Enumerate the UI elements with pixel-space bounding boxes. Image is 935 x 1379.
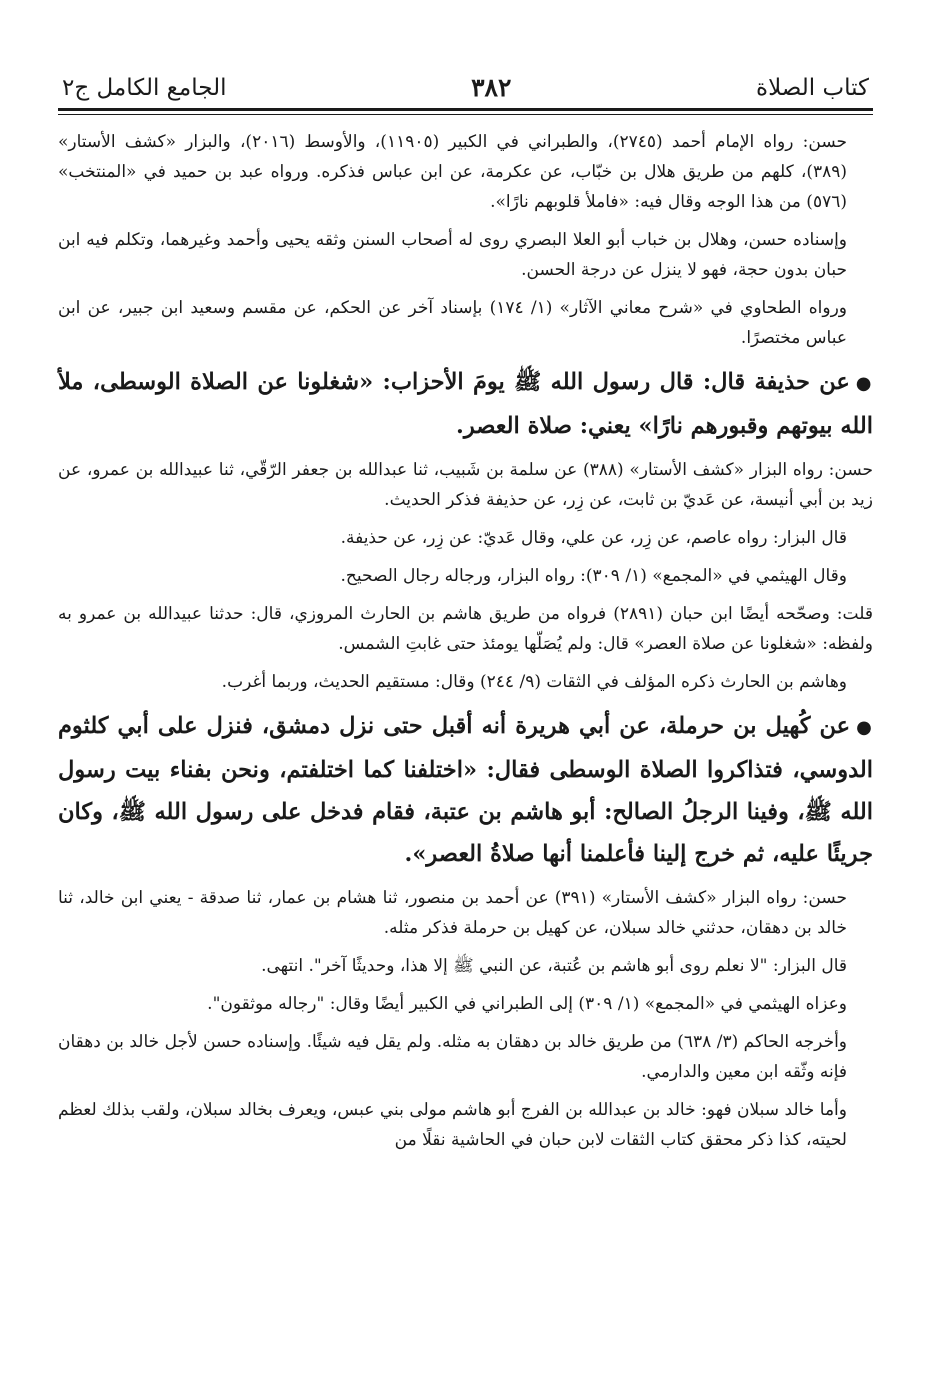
hadith-text-body: عن حذيفة قال: قال رسول الله ﷺ يومَ الأحزاب: «شغلونا عن الصلاة الوسطى، ملأ الله بيوتهم وقبورهم نارًا» يعني: صلاة العصر. [58,369,873,439]
page-content [58,127,873,1155]
commentary-paragraph: وإسناده حسن، وهلال بن خباب أبو العلا البصري روى له أصحاب السنن وثقه يحيى وأحمد وغيرهما، وتكلم فيه ابن حبان بدون حجة، فهو لا ينزل عن درجة الحسن. [58,230,848,280]
hadith-text [58,361,873,447]
header-rule-thick [58,108,873,111]
page-number: ٣٨٢ [471,73,512,102]
commentary-paragraph: وأما خالد سبلان فهو: خالد بن عبدالله بن الفرج أبو هاشم مولى بني عبس، ويعرف بخالد سبلان، ولقب بذلك لعظم لحيته، كذا ذكر محقق كتاب الثقات لابن حبان في الحاشية نقلًا من [58,1100,847,1150]
commentary-paragraph: ورواه الطحاوي في «شرح معاني الآثار» (١/ ١٧٤) بإسناد آخر عن الحكم، عن مقسم وسعيد ابن جبير، عن ابن عباس مختصرًا. [58,298,848,348]
commentary-paragraph: قلت: وصحّحه أيضًا ابن حبان (٢٨٩١) فرواه من طريق هاشم بن الحارث المروزي، قال: حدثنا عبيدالله بن عمرو به ولفظه: «شغلونا عن صلاة العصر» قال: ولم يُصَلّها يومئذ حتى غابتِ الشمس. [58,604,873,654]
header-rule-thin [58,114,873,115]
commentary-paragraph: وعزاه الهيثمي في «المجمع» (١/ ٣٠٩) إلى الطبراني في الكبير أيضًا وقال: "رجاله موثقون". [207,994,847,1014]
commentary-paragraph: وأخرجه الحاكم (٣/ ٦٣٨) من طريق خالد بن دهقان به مثله. ولم يقل فيه شيئًا. وإسناده حسن لأجل خالد بن دهقان فإنه وثّقه ابن معين والدارمي. [58,1032,848,1082]
chapter-title: كتاب الصلاة [756,75,869,101]
commentary-paragraph: قال البزار: "لا نعلم روى أبو هاشم بن عُتبة، عن النبي ﷺ إلا هذا، وحديثًا آخر". انتهى. [261,956,847,976]
bullet-icon: ● [856,717,873,738]
commentary-paragraph: حسن: رواه البزار «كشف الأستار» (٣٩١) عن أحمد بن منصور، ثنا هشام بن عمار، ثنا صدقة - يعني ابن خالد، ثنا خالد بن دهقان، حدثني خالد سبلان، عن كهيل بن حرملة فذكر مثله. [58,888,847,938]
hadith-text-body: عن كُهيل بن حرملة، عن أبي هريرة أنه أقبل حتى نزل دمشق، فنزل على أبي كلثوم الدوسي، فتذاكروا الصلاة الوسطى فقال: «اختلفنا كما اختلفتم، ونحن بفناء بيت رسول الله ﷺ، وفينا الرجلُ الصالح: أبو هاشم بن عتبة، فقام فدخل على رسول الله ﷺ، وكان جريئًا عليه، ثم خرج إلينا فأعلمنا أنها صلاةُ العصر». [58,713,873,867]
running-header [58,58,873,100]
commentary-paragraph: وقال الهيثمي في «المجمع» (١/ ٣٠٩): رواه البزار، ورجاله رجال الصحيح. [340,566,847,586]
commentary-paragraph: وهاشم بن الحارث ذكره المؤلف في الثقات (٩/ ٢٤٤) وقال: مستقيم الحديث، وربما أغرب. [221,672,847,692]
commentary-paragraph: قال البزار: رواه عاصم، عن زِر، عن علي، وقال عَديّ: عن زِر، عن حذيفة. [340,528,847,548]
bullet-icon: ● [855,373,873,394]
commentary-paragraph: حسن: رواه الإمام أحمد (٢٧٤٥)، والطبراني في الكبير (١١٩٠٥)، والأوسط (٢٠١٦)، والبزار «كشف الأستار» (٣٨٩)، كلهم من طريق هلال بن خبّاب، عن عكرمة، عن ابن عباس فذكره. ورواه عبد بن حميد في «المنتخب» (٥٧٦) من هذا الوجه وقال فيه: «فاملأ قلوبهم نارًا». [58,132,847,212]
hadith-text [58,705,873,875]
book-title: الجامع الكامل ج٢ [62,75,227,101]
commentary-paragraph: حسن: رواه البزار «كشف الأستار» (٣٨٨) عن سلمة بن شَبيب، ثنا عبدالله بن جعفر الرّقّي، ثنا عبيدالله بن عمرو، عن زيد بن أبي أنيسة، عن عَديّ بن ثابت، عن زِر، عن حذيفة فذكر الحديث. [58,460,874,510]
